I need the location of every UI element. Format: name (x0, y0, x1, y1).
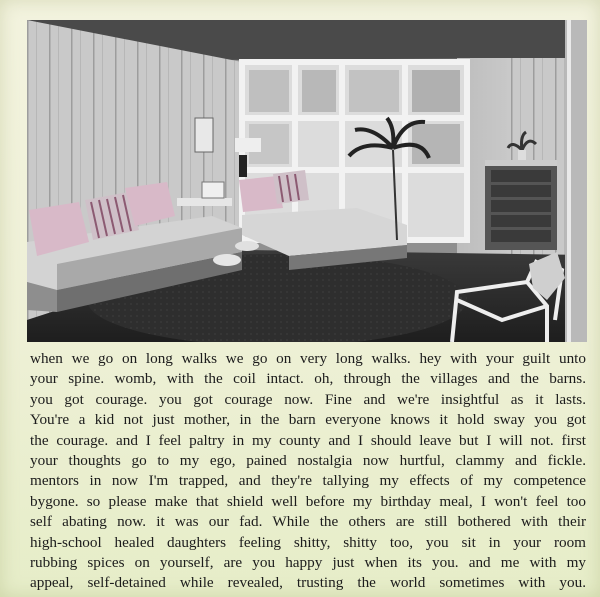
lyric-line: bygone. so please make that shield well before my birthday meal, I won't feel too (30, 492, 586, 510)
lyrics-text (30, 349, 586, 594)
chest-of-drawers (485, 160, 557, 250)
lyric-line: mentors in now I'm trapped, and they're tallying my effects of my competence (30, 472, 586, 490)
lyric-line: your thoughts go to my ego, pained nostalgia now hurtful, clammy and fickle. (30, 452, 586, 470)
lyric-line: the courage. and I feel paltry in my county and I should leave but I will not. first (30, 431, 586, 449)
lamp (239, 155, 247, 177)
lyric-line: rubbing spices on yourself, are you happy just when its you. and me with my (30, 554, 586, 572)
lyric-line: You're a kid not just mother, in the barn everyone knows it hold sway you got (30, 411, 586, 429)
slippers (213, 254, 241, 266)
wall-picture (195, 118, 213, 152)
lyric-line: high-school healed daughters feeling shitty, shitty too, you sit in your room (30, 533, 586, 551)
lyric-line: your spine. womb, with the coil intact. oh, through the villages and the barns. (30, 370, 586, 388)
side-shelf (177, 198, 232, 206)
lyric-line: when we go on long walks we go on very long walks. hey with your guilt unto (30, 350, 586, 367)
lyric-line: you got courage. you got courage now. Fine and we're insightful as it lasts. (30, 390, 586, 408)
lyric-line: appeal, self-detained while revealed, trusting the world sometimes with you. (30, 574, 586, 592)
lyric-line: self abating now. it was our fad. While the others are still bothered with their (30, 513, 586, 531)
room-photograph (27, 20, 587, 342)
